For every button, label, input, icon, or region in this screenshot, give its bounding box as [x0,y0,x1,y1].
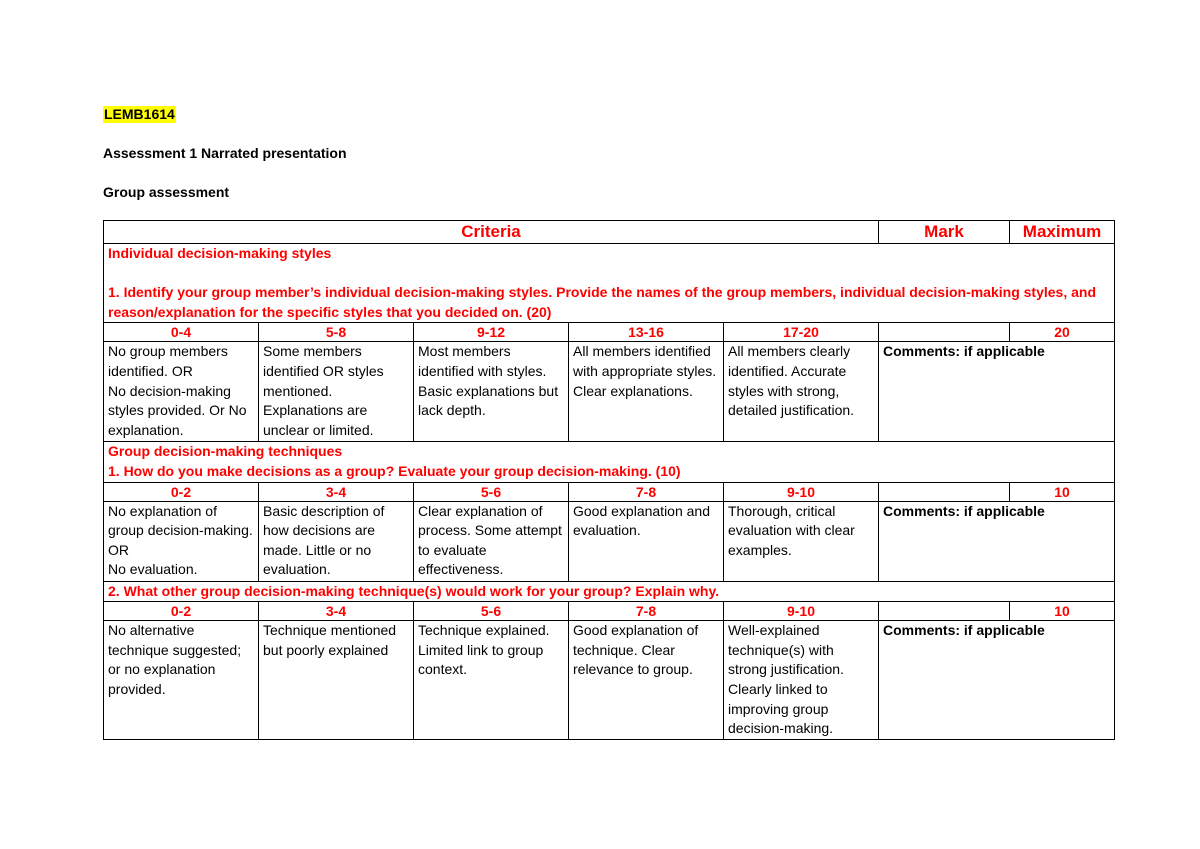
descriptor: Thorough, critical evaluation with clear examples. [724,501,879,581]
mark-cell[interactable] [879,602,1010,621]
descriptor: All members identified with appropriate styles. Clear explanations. [569,342,724,442]
section-2-descriptor-row [104,501,1115,581]
score-band: 5-6 [414,602,569,621]
header-row [104,221,1115,244]
header-mark: Mark [879,221,1010,244]
section-2-question: 1. How do you make decisions as a group? Evaluate your group decision-making. (10) [108,462,681,479]
header-criteria: Criteria [104,221,879,244]
descriptor: No explanation of group decision-making. OR No evaluation. [104,501,259,581]
section-1-heading: Individual decision-making styles [108,245,332,261]
score-band: 5-6 [414,482,569,501]
descriptor: Clear explanation of process. Some attempt to evaluate effectiveness. [414,501,569,581]
score-band: 7-8 [569,602,724,621]
descriptor: Good explanation of technique. Clear relevance to group. [569,621,724,740]
mark-cell[interactable] [879,323,1010,342]
assessment-type: Group assessment [103,184,230,200]
score-band: 0-4 [104,323,259,342]
comments-cell[interactable]: Comments: if applicable [879,342,1115,442]
spacer [108,264,1110,284]
section-3-heading-row [104,581,1115,602]
descriptor: Well-explained technique(s) with strong justification. Clearly linked to improving group decision-making. [724,621,879,740]
rubric-table [103,220,1115,740]
score-band: 9-12 [414,323,569,342]
score-band: 9-10 [724,482,879,501]
mark-cell[interactable] [879,482,1010,501]
comments-cell[interactable]: Comments: if applicable [879,501,1115,581]
score-band: 0-2 [104,482,259,501]
section-3-question: 2. What other group decision-making technique(s) would work for your group? Explain why. [104,581,1115,602]
course-code: LEMB1614 [104,106,175,122]
descriptor: Some members identified OR styles mentioned. Explanations are unclear or limited. [259,342,414,442]
comments-cell[interactable]: Comments: if applicable [879,621,1115,740]
score-band: 3-4 [259,602,414,621]
section-1-heading-row [104,244,1115,323]
descriptor: Technique explained. Limited link to group context. [414,621,569,740]
section-2-heading: Group decision-making techniques [108,443,343,460]
descriptor: Most members identified with styles. Basic explanations but lack depth. [414,342,569,442]
section-2-heading-row [104,442,1115,482]
section-1-score-row [104,323,1115,342]
section-1-heading-cell [104,244,1115,323]
header-maximum: Maximum [1010,221,1115,244]
section-2-score-row [104,482,1115,501]
score-band: 13-16 [569,323,724,342]
descriptor: Basic description of how decisions are made. Little or no evaluation. [259,501,414,581]
maximum-value: 10 [1010,602,1115,621]
assessment-title: Assessment 1 Narrated presentation [103,145,347,161]
section-2-heading-cell [104,442,1115,482]
descriptor: Good explanation and evaluation. [569,501,724,581]
descriptor: All members clearly identified. Accurate styles with strong, detailed justification. [724,342,879,442]
score-band: 17-20 [724,323,879,342]
score-band: 3-4 [259,482,414,501]
section-1-descriptor-row [104,342,1115,442]
section-3-score-row [104,602,1115,621]
descriptor: Technique mentioned but poorly explained [259,621,414,740]
score-band: 5-8 [259,323,414,342]
score-band: 0-2 [104,602,259,621]
score-band: 7-8 [569,482,724,501]
descriptor: No group members identified. OR No decision-making styles provided. Or No explanation. [104,342,259,442]
section-1-question: 1. Identify your group member’s individual decision-making styles. Provide the names of the group members, individual decision-making styles, and reason/explanation for the specific styles that you decided on. (20) [108,284,1097,320]
section-3-descriptor-row [104,621,1115,740]
score-band: 9-10 [724,602,879,621]
maximum-value: 10 [1010,482,1115,501]
maximum-value: 20 [1010,323,1115,342]
descriptor: No alternative technique suggested; or no explanation provided. [104,621,259,740]
